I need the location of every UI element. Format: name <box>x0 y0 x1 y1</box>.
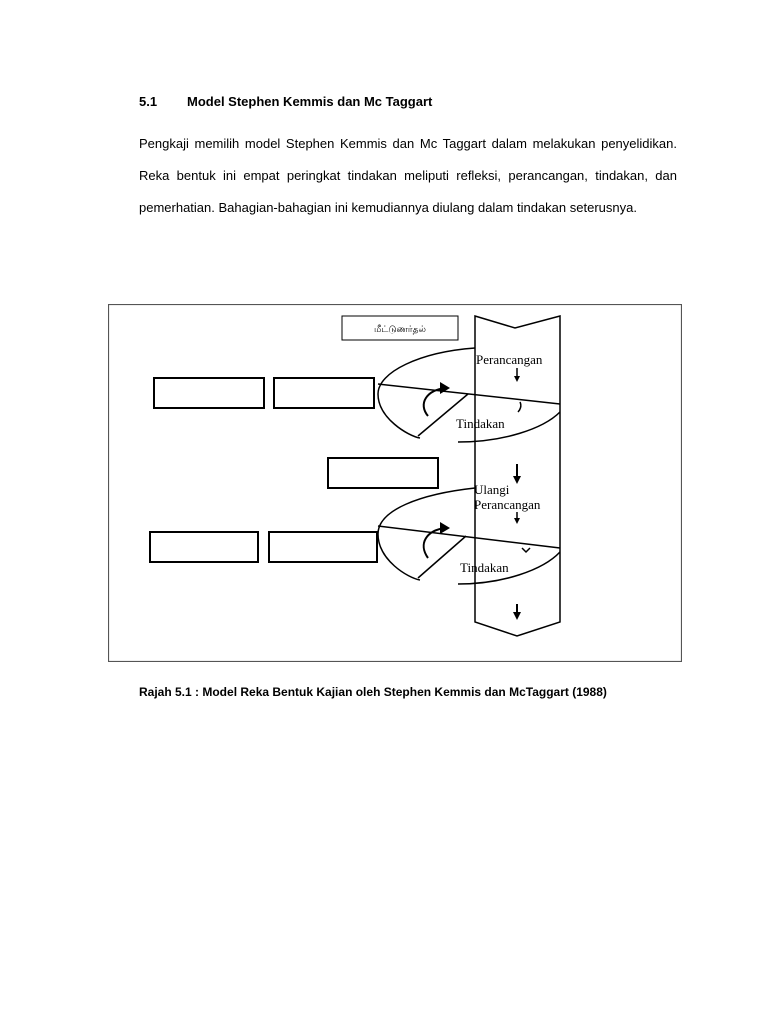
section-heading <box>139 94 432 109</box>
cycle-2-arrowhead <box>440 522 450 534</box>
cycle-1-action-label: Tindakan <box>456 416 505 431</box>
cycle-2-diagonal <box>418 536 466 578</box>
cycle-2-planning-label-1: Ulangi <box>474 482 510 497</box>
cycle-1-down-arrowhead <box>514 376 520 382</box>
figure-frame <box>109 305 682 662</box>
empty-box-4 <box>150 532 258 562</box>
cycle-diagram <box>108 304 682 662</box>
cycle-1-divider <box>378 384 560 404</box>
cycle-2-planning-label-2: Perancangan <box>474 497 541 512</box>
section-number: 5.1 <box>139 94 158 109</box>
between-arrowhead <box>513 476 521 484</box>
empty-box-3 <box>328 458 438 488</box>
top-label-text: மீட்டுணர்தல் <box>374 325 426 335</box>
cycle-2 <box>378 482 560 584</box>
empty-box-5 <box>269 532 377 562</box>
empty-box-1 <box>154 378 264 408</box>
figure-caption: Rajah 5.1 : Model Reka Bentuk Kajian oleh Stephen Kemmis dan McTaggart (1988) <box>139 685 607 699</box>
cycle-2-small-hook <box>522 548 530 552</box>
cycle-2-down-arrowhead <box>514 518 520 524</box>
section-title: Model Stephen Kemmis dan Mc Taggart <box>187 94 433 109</box>
cycle-1-planning-label: Perancangan <box>476 352 543 367</box>
empty-box-2 <box>274 378 374 408</box>
cycle-2-action-label: Tindakan <box>460 560 509 575</box>
model-figure <box>108 304 682 662</box>
bottom-arrowhead <box>513 612 521 620</box>
cycle-1-small-hook <box>518 402 521 412</box>
cycle-2-divider <box>378 526 560 548</box>
body-paragraph: Pengkaji memilih model Stephen Kemmis dan Mc Taggart dalam melakukan penyelidikan. Reka bentuk ini empat peringkat tindakan meliputi refleksi, perancangan, tindakan, dan pemerhatian. Bahagian-bahagian ini kemudiannya diulang dalam tindakan seterusnya. <box>139 136 677 215</box>
cycle-1 <box>378 348 560 442</box>
